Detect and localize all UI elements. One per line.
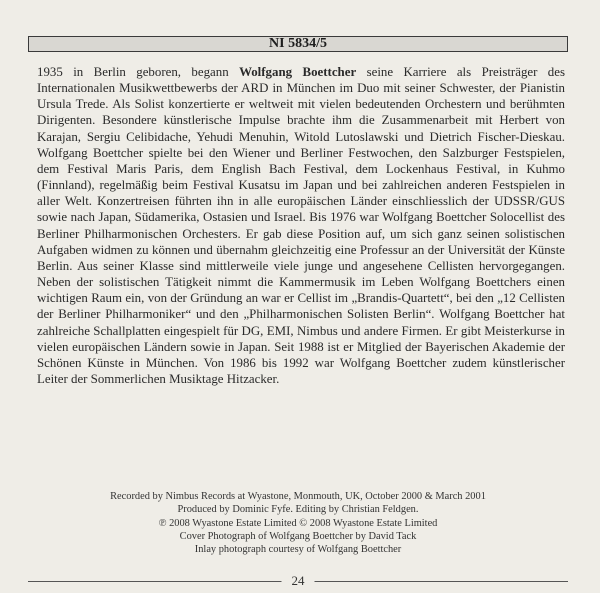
catalog-number: NI 5834/5 <box>269 36 327 51</box>
credits-block <box>28 490 568 556</box>
catalog-header <box>28 36 568 52</box>
credit-produced: Produced by Dominic Fyfe. Editing by Christian Feldgen. <box>177 504 419 516</box>
credit-inlay-photo: Inlay photograph courtesy of Wolfgang Boettcher <box>194 544 402 556</box>
credit-recorded: Recorded by Nimbus Records at Wyastone, Monmouth, UK, October 2000 & March 2001 <box>110 491 486 502</box>
page-footer <box>28 575 568 591</box>
bio-body: seine Karriere als Preisträger des Internationalen Musikwettbewerbs der ARD in München im Duo mit seiner Schwester, der Pianistin Ursula Trede. Als Solist konzertierte er weltweit mit vielen bedeutenden Orchestern und berühmten Dirigenten. Besondere künstlerische Impulse brachte ihm die Zusammenarbeit mit Herbert von Karajan, Sergiu Celibidache, Yehudi Menuhin, Witold Lutoslawski und Dietrich Fischer-Dieskau. Wolfgang Boettcher spielte bei den Wiener und Berliner Festwochen, den Salzburger Festspielen, dem Festival Maris Paris, dem English Bach Festival, dem Lockenhaus Festival, in Kuhmo (Finnland), regelmäßig beim Festival Kusatsu im Japan und bei zahlreichen anderen Festspielen in aller Welt. Konzertreisen führten ihn in alle europäischen Länder einschliesslich der UDSSR/GUS sowie nach Japan, Südamerika, Ostasien und Israel. Bis 1976 war Wolfgang Boettcher Solocellist des Berliner Philharmonischen Orchesters. Er gab diese Position auf, um sich ganz seinen solistischen Aufgaben widmen zu können und übernahm gleichzeitig eine Professur an der Universität der Künste Berlin. Aus seiner Klasse sind mittlerweile viele junge und angesehene Cellisten hervorgegangen. Neben der solistischen Tätigkeit nimmt die Kammermusik im Leben Wolfgang Boettchers einen wichtigen Raum ein, von der Gründung an war er Cellist im „Brandis-Quartett“, bei den „12 Cellisten der Berliner Philharmoniker“ und den „Philharmonischen Solisten Berlin“. Wolfgang Boettcher hat zahlreiche Schallplatten eingespielt für DG, EMI, Nimbus und andere Firmen. Er gibt Meisterkurse in vielen europäischen Ländern sowie in Japan. Seit 1988 ist er Mitglied der Bayerischen Akademie der Schönen Künste in München. Von 1986 bis 1992 war Wolfgang Boettcher zudem künstlerischer Leiter der Sommerlichen Musiktage Hitzacker. <box>37 65 565 386</box>
credit-cover-photo: Cover Photograph of Wolfgang Boettcher by David Tack <box>179 530 417 542</box>
bio-intro: 1935 in Berlin geboren, begann <box>37 65 240 79</box>
credit-copyright: ℗ 2008 Wyastone Estate Limited © 2008 Wyastone Estate Limited <box>158 517 438 529</box>
biography-paragraph <box>37 64 565 387</box>
page-number: 24 <box>282 573 315 589</box>
artist-name: Wolfgang Boettcher <box>239 65 357 79</box>
